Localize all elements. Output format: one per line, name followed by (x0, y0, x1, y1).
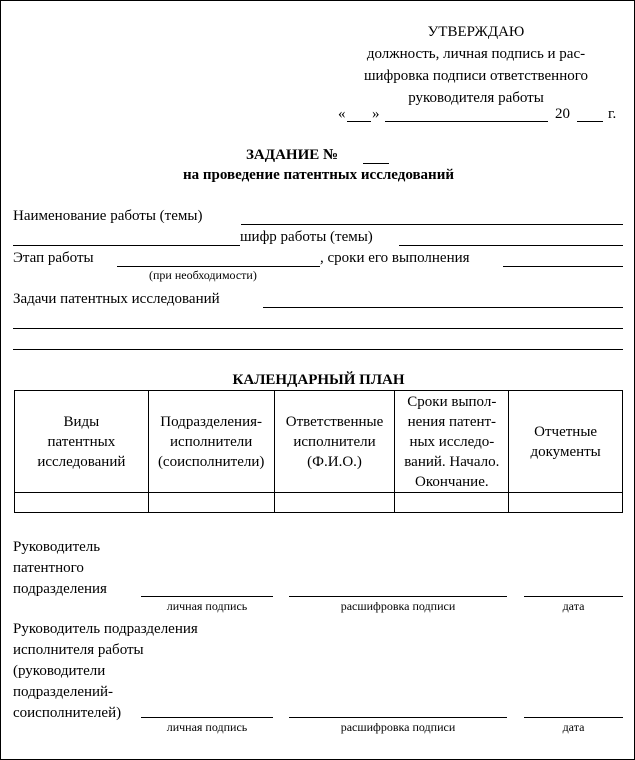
stage-deadline-field[interactable] (503, 266, 623, 267)
stage-label: Этап работы (13, 250, 94, 266)
assignment-title: ЗАДАНИЕ № (246, 147, 339, 163)
work-head-signature-field[interactable] (141, 717, 273, 718)
column-header-responsible (274, 391, 395, 493)
tasks-label: Задачи патентных исследований (13, 291, 220, 307)
signature-label-line: подразделений- (13, 684, 114, 700)
header-text-line: (соисполнители) (157, 453, 265, 470)
header-text-line: исполнители (170, 433, 253, 450)
header-text-line: ваний. Начало. (404, 453, 500, 470)
calendar-plan-table (14, 390, 623, 513)
header-text-line: документы (530, 443, 601, 460)
signature-label-line: Руководитель подразделения (13, 621, 198, 637)
patent-head-decoding-caption: расшифровка подписи (340, 599, 456, 613)
approval-line-1: должность, личная подпись и рас- (366, 46, 586, 62)
column-header-departments (148, 391, 274, 493)
work-head-date-caption: дата (562, 720, 585, 734)
work-name-label: Наименование работы (темы) (13, 208, 203, 224)
column-header-research-types (15, 391, 149, 493)
table-cell-empty[interactable] (509, 493, 623, 513)
calendar-plan-title: КАЛЕНДАРНЫЙ ПЛАН (232, 372, 405, 388)
stage-deadline-label: , сроки его выполнения (320, 250, 470, 266)
stage-note: (при необходимости) (149, 268, 257, 282)
approval-year-suffix: г. (608, 106, 617, 122)
signature-label-line: Руководитель (13, 539, 101, 555)
assignment-subtitle: на проведение патентных исследований (183, 167, 454, 183)
signature-label-line: (руководители (13, 663, 106, 679)
header-text-line: патентных (47, 433, 116, 450)
signature-label-line: патентного (13, 560, 84, 576)
work-code-field[interactable] (399, 245, 623, 246)
header-text-line: Сроки выпол- (407, 393, 497, 410)
signature-label-line: подразделения (13, 581, 107, 597)
signature-block-work-head (13, 619, 198, 724)
approval-line-2: шифровка подписи ответственного (363, 68, 588, 84)
calendar-plan-header-row (15, 391, 623, 493)
work-head-date-field[interactable] (524, 717, 623, 718)
stage-field[interactable] (117, 266, 320, 267)
header-text-line: нения патент- (407, 413, 497, 430)
work-head-signature-caption: личная подпись (166, 720, 248, 734)
tasks-field-line-2[interactable] (13, 328, 623, 329)
approval-year-blank[interactable] (577, 121, 603, 122)
approval-line-3: руководителя работы (408, 90, 544, 106)
work-head-decoding-caption: расшифровка подписи (340, 720, 456, 734)
table-cell-empty[interactable] (274, 493, 395, 513)
patent-head-signature-field[interactable] (141, 596, 273, 597)
header-text-line: Отчетные (534, 423, 598, 440)
table-cell-empty[interactable] (395, 493, 509, 513)
header-text-line: исполнители (293, 433, 376, 450)
header-text-line: Ответственные (285, 413, 384, 430)
approval-title: УТВЕРЖДАЮ (427, 24, 525, 40)
table-cell-empty[interactable] (148, 493, 274, 513)
tasks-field-line-1[interactable] (263, 307, 623, 308)
header-text-line: ных исследо- (409, 433, 495, 450)
header-text-line: Виды (63, 413, 100, 430)
signature-label-line: исполнителя работы (13, 642, 144, 658)
approval-date-close-quote: » (372, 106, 380, 122)
work-code-label: шифр работы (темы) (240, 229, 373, 245)
tasks-field-line-3[interactable] (13, 349, 623, 350)
header-text-line: Окончание. (415, 473, 489, 490)
patent-head-decoding-field[interactable] (289, 596, 507, 597)
header-text-line: Подразделения- (160, 413, 263, 430)
approval-month-blank[interactable] (385, 121, 548, 122)
work-name-field[interactable] (241, 224, 623, 225)
header-text-line: исследований (37, 453, 126, 470)
signature-label-line: соисполнителей) (13, 705, 122, 721)
signature-block-patent-head (13, 537, 107, 600)
work-head-decoding-field[interactable] (289, 717, 507, 718)
calendar-plan-empty-row (15, 493, 623, 513)
column-header-report-documents (509, 391, 623, 493)
patent-head-date-caption: дата (562, 599, 585, 613)
approval-day-blank[interactable] (347, 121, 371, 122)
approval-date-open-quote: « (338, 106, 346, 122)
column-header-deadlines (395, 391, 509, 493)
patent-head-date-field[interactable] (524, 596, 623, 597)
approval-year-prefix: 20 (555, 106, 570, 122)
patent-head-signature-caption: личная подпись (166, 599, 248, 613)
table-cell-empty[interactable] (15, 493, 149, 513)
work-name-continuation-field[interactable] (13, 245, 240, 246)
assignment-number-blank[interactable] (363, 163, 389, 164)
header-text-line: (Ф.И.О.) (307, 453, 362, 470)
